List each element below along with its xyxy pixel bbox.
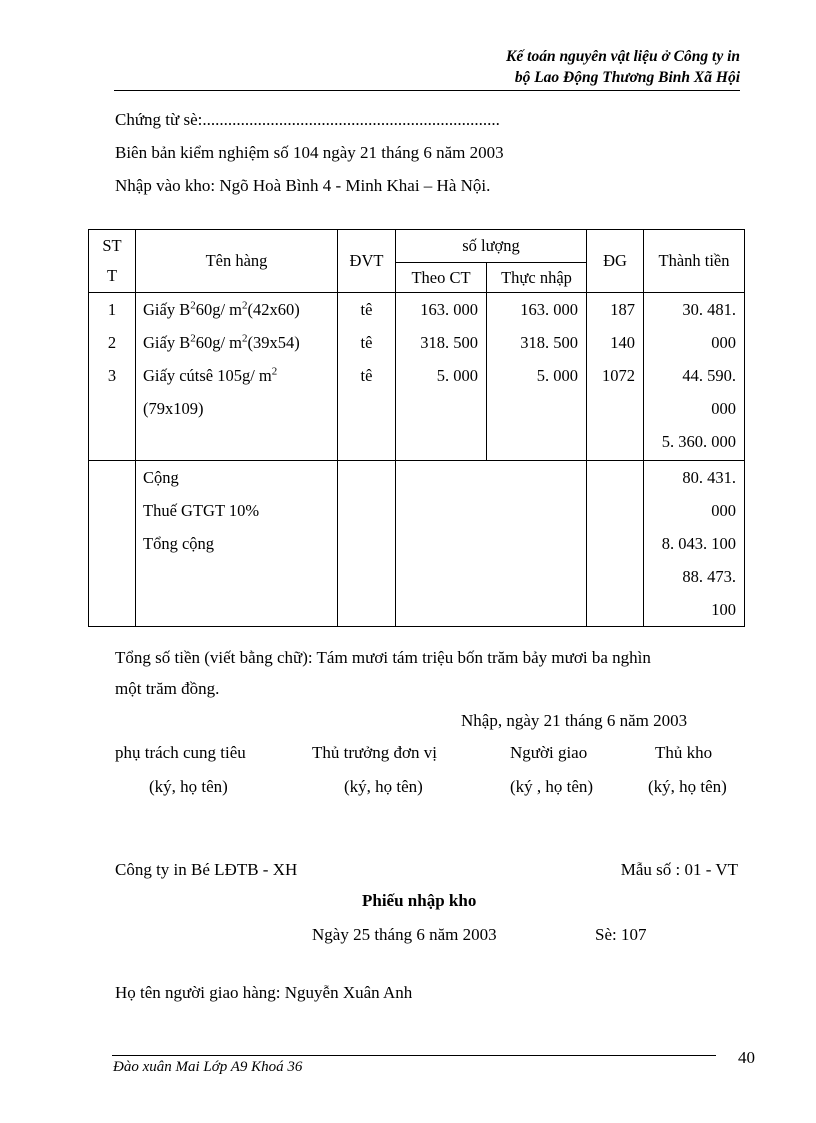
- item-name-1-b: 60g/ m: [195, 300, 243, 319]
- chung-tu-line: Chứng từ sè:......................................................................: [115, 110, 500, 129]
- footer-author: Đào xuân Mai Lớp A9 Khoá 36: [113, 1059, 303, 1075]
- dvt-2: tê: [360, 333, 373, 352]
- total-label-thue: Thuế GTGT 10%: [143, 501, 260, 520]
- nhap-kho-line: Nhập vào kho: Ngõ Hoà Bình 4 - Minh Khai – Hà Nội.: [115, 176, 491, 195]
- theo-ct-1: 163. 000: [420, 300, 478, 319]
- item-names-cell: [136, 293, 338, 461]
- table-header-row: [89, 230, 745, 263]
- thuc-nhap-1: 163. 000: [520, 300, 578, 319]
- item-name-1-c: (42x60): [247, 300, 300, 319]
- dg-2: 140: [610, 333, 635, 352]
- item-name-2-sup2: 2: [242, 332, 248, 345]
- total-value-line-4: 88. 473.: [682, 567, 736, 586]
- table-row: [89, 293, 745, 461]
- total-value-line-5: 100: [711, 600, 736, 619]
- sign-note-4: (ký, họ tên): [648, 777, 727, 796]
- amount-words-line-1: Tổng số tiền (viết bằng chữ): Tám mươi tám triệu bốn trăm bảy mươi ba nghìn: [115, 648, 651, 667]
- dvt-3: tê: [360, 366, 373, 385]
- thanh-tien-line-3: 44. 590.: [682, 366, 736, 385]
- item-name-2-c: (39x54): [247, 333, 300, 352]
- header-stt-2: T: [106, 266, 118, 285]
- theo-ct-3: 5. 000: [436, 366, 478, 385]
- footer-rule: [112, 1055, 716, 1056]
- dg-1: 187: [610, 300, 635, 319]
- header-rule: [114, 90, 740, 91]
- header-line-2: bộ Lao Động Thương Binh Xã Hội: [514, 69, 740, 86]
- header-thanh-tien: Thành tiền: [644, 230, 745, 293]
- header-thuc-nhap: Thực nhập: [487, 263, 587, 293]
- item-name-1-sup: 2: [190, 299, 196, 312]
- phieu-date: Ngày 25 tháng 6 năm 2003: [312, 925, 497, 944]
- item-name-3-sup: 2: [271, 365, 278, 378]
- header-line-1: Kế toán nguyên vật liệu ở Công ty in: [506, 48, 740, 65]
- item-name-2-b: 60g/ m: [195, 333, 243, 352]
- thanh-tien-line-2: 000: [711, 333, 736, 352]
- item-name-1-a: Giấy B: [143, 300, 191, 319]
- role-nguoi-giao: Người giao: [510, 743, 588, 762]
- thanh-tien-cell: [644, 293, 745, 461]
- theo-ct-2: 318. 500: [420, 333, 478, 352]
- stt-cell: [89, 293, 136, 461]
- thanh-tien-line-4: 000: [711, 399, 736, 418]
- sign-note-1: (ký, họ tên): [149, 777, 228, 796]
- header-stt: [89, 230, 136, 293]
- header-stt-1: ST: [102, 236, 122, 255]
- theo-ct-cell: [396, 293, 487, 461]
- item-name-2: [143, 326, 337, 359]
- total-value-line-3: 8. 043. 100: [661, 534, 736, 553]
- phieu-so: Sè: 107: [595, 925, 647, 944]
- item-name-1: [143, 293, 337, 326]
- dg-3: 1072: [602, 366, 635, 385]
- role-thu-truong: Thủ trưởng đơn vị: [312, 743, 437, 762]
- phieu-nguoi-giao: Họ tên người giao hàng: Nguyễn Xuân Anh: [115, 983, 413, 1002]
- total-label-cong: Cộng: [143, 468, 179, 487]
- header-dvt: ĐVT: [338, 230, 396, 293]
- phieu-mau-so: Mẫu số : 01 - VT: [620, 860, 738, 879]
- total-value-line-1: 80. 431.: [682, 468, 736, 487]
- thuc-nhap-2: 318. 500: [520, 333, 578, 352]
- totals-labels-cell: [136, 461, 338, 627]
- sign-note-3: (ký , họ tên): [510, 777, 594, 796]
- stt-1: 1: [107, 300, 117, 319]
- total-label-tong-cong: Tổng cộng: [143, 534, 215, 553]
- phieu-company: Công ty in Bé LĐTB - XH: [115, 860, 298, 879]
- totals-row: [89, 461, 745, 627]
- item-name-1-sup2: 2: [242, 299, 248, 312]
- header-ten-hang: Tên hàng: [136, 230, 338, 293]
- total-value-line-2: 000: [711, 501, 736, 520]
- header-theo-ct: Theo CT: [396, 263, 487, 293]
- header-so-luong: số lượng: [396, 230, 587, 263]
- role-phu-trach: phụ trách cung tiêu: [115, 743, 246, 762]
- header-dg: ĐG: [587, 230, 644, 293]
- dvt-1: tê: [360, 300, 373, 319]
- totals-so-luong-empty: [396, 461, 587, 627]
- bien-ban-line: Biên bản kiểm nghiệm số 104 ngày 21 tháng 6 năm 2003: [115, 143, 504, 162]
- stt-3: 3: [107, 366, 117, 385]
- item-name-3-a: Giấy cútsê 105g/ m: [143, 366, 272, 385]
- item-name-3: [143, 359, 337, 392]
- thanh-tien-line-1: 30. 481.: [682, 300, 736, 319]
- thuc-nhap-3: 5. 000: [536, 366, 578, 385]
- sign-note-2: (ký, họ tên): [344, 777, 423, 796]
- goods-table: [88, 229, 745, 627]
- totals-stt-empty: [89, 461, 136, 627]
- thuc-nhap-cell: [487, 293, 587, 461]
- item-name-2-sup: 2: [190, 332, 196, 345]
- page-number: 40: [738, 1048, 755, 1067]
- totals-dg-empty: [587, 461, 644, 627]
- item-name-3-cont: (79x109): [143, 399, 204, 418]
- totals-dvt-empty: [338, 461, 396, 627]
- dvt-cell: [338, 293, 396, 461]
- stt-2: 2: [107, 333, 117, 352]
- role-thu-kho: Thủ kho: [655, 743, 713, 762]
- totals-thanh-tien-cell: [644, 461, 745, 627]
- thanh-tien-line-5: 5. 360. 000: [661, 432, 736, 451]
- dg-cell: [587, 293, 644, 461]
- phieu-title: Phiếu nhập kho: [362, 891, 477, 910]
- item-name-2-a: Giấy B: [143, 333, 191, 352]
- amount-words-line-2: một trăm đồng.: [115, 679, 220, 698]
- signature-date: Nhập, ngày 21 tháng 6 năm 2003: [461, 711, 688, 730]
